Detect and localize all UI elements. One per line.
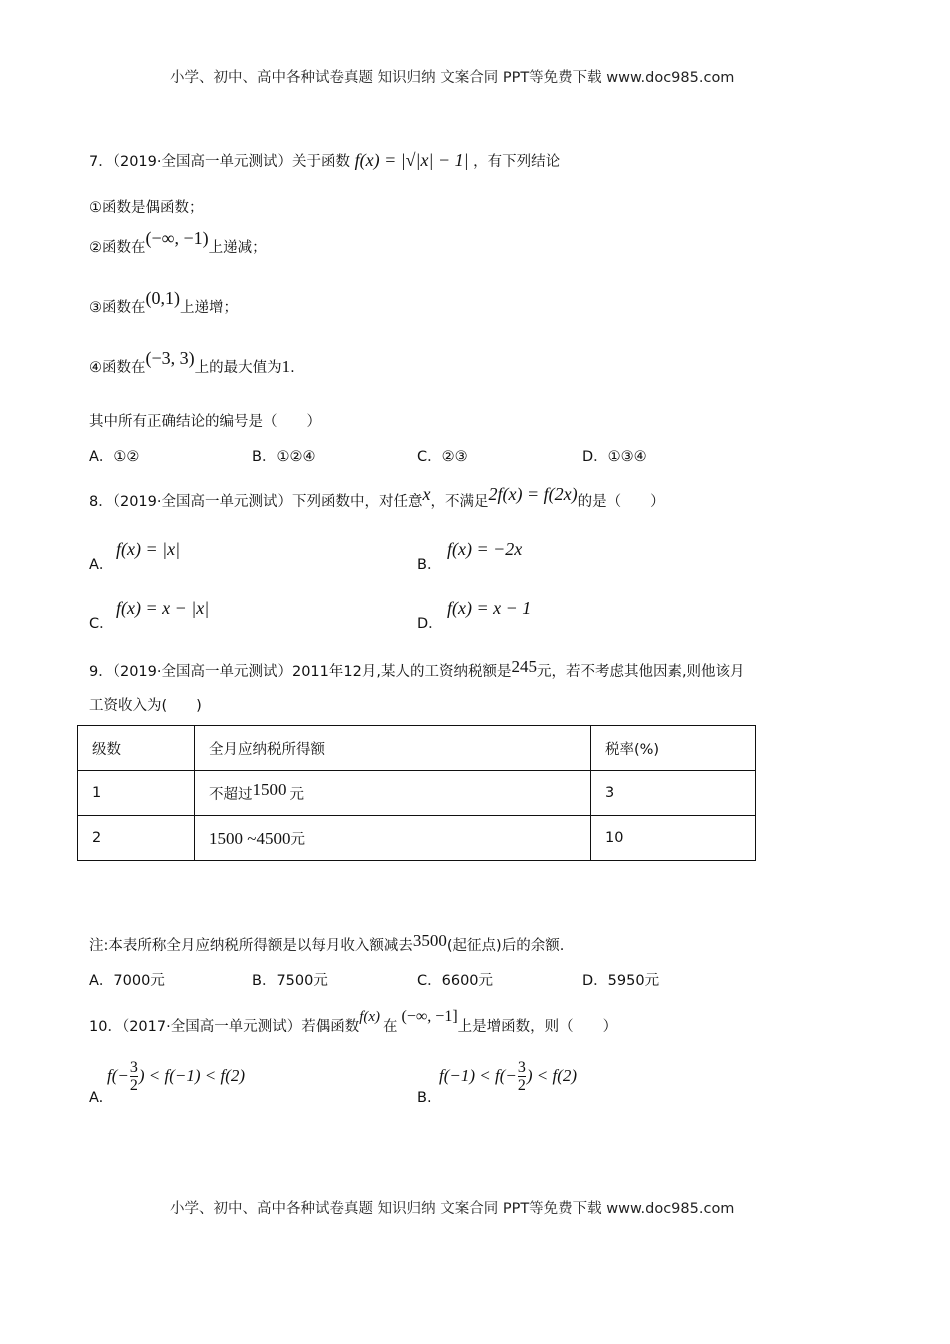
table-header-cell: 税率(%)	[591, 726, 756, 771]
q7-statement-2	[89, 228, 267, 257]
q7-statement-3	[89, 288, 238, 317]
table-cell-rate: 3	[591, 771, 756, 816]
q9-note	[89, 931, 565, 955]
row2-range: 1500 ~4500	[209, 828, 291, 848]
q9-option-c: C．6600元	[417, 973, 494, 989]
q10-stem	[89, 1008, 618, 1036]
q7-s3-post: 上递增；	[180, 300, 238, 316]
q9-stem-pre: 9．（2019·全国高一单元测试）2011年12月,某人的工资纳税额是	[89, 664, 512, 680]
q8-option-a-label: A．	[89, 557, 114, 573]
table-header-cell: 全月应纳税所得额	[195, 726, 591, 771]
q10-option-b-label: B.	[417, 1090, 432, 1106]
row1-unit: 元	[289, 786, 304, 803]
table-header-row	[78, 726, 756, 771]
page-header: 小学、初中、高中各种试卷真题 知识归纳 文案合同 PPT等免费下载 www.doc985.com	[170, 70, 735, 86]
row1-value: 1500	[252, 779, 287, 799]
q8-option-a-formula: f(x) = |x|	[116, 539, 181, 559]
q8-stem	[89, 484, 665, 511]
q9-stem	[89, 657, 745, 681]
q7-statement-4	[89, 348, 295, 377]
page-footer: 小学、初中、高中各种试卷真题 知识归纳 文案合同 PPT等免费下载 www.doc985.com	[170, 1201, 735, 1217]
q8-condition: 2f(x) = f(2x)	[488, 484, 578, 504]
q7-s3-interval: (0,1)	[145, 288, 180, 308]
q10-b-part2: ) < f(2)	[526, 1065, 578, 1085]
row2-unit: 元	[290, 831, 305, 848]
q9-note-value: 3500	[412, 931, 447, 950]
q7-stem-post: ，有下列结论	[473, 154, 561, 170]
q7-option-c: C．②③	[417, 449, 468, 465]
fraction-denominator: 2	[517, 1077, 526, 1094]
q7-formula: f(x) = |√|x| − 1|	[354, 150, 469, 170]
q8-option-c-label: C．	[89, 616, 114, 632]
q10-option-a-formula	[107, 1060, 245, 1094]
q10-option-a-label: A.	[89, 1090, 104, 1106]
q9-amount: 245	[511, 657, 537, 676]
q7-s2-post: 上递减；	[208, 240, 267, 256]
table-row	[78, 816, 756, 861]
q8-var: x	[422, 484, 431, 504]
q8-option-d-formula: f(x) = x − 1	[447, 598, 532, 618]
q7-option-d: D．①③④	[582, 449, 647, 465]
q7-s2-pre: ②函数在	[89, 240, 146, 256]
q10-func: f(x)	[359, 1009, 381, 1025]
q7-ask: 其中所有正确结论的编号是（ ）	[89, 414, 321, 430]
q7-option-b: B．①②④	[252, 449, 316, 465]
tax-rate-table	[77, 725, 756, 861]
q8-stem-post: 的是（ ）	[577, 494, 665, 510]
table-cell-amount	[195, 771, 591, 816]
q10-a-part2: ) < f(−1) < f(2)	[138, 1065, 246, 1085]
q7-s4-pre: ④函数在	[89, 360, 146, 376]
q9-stem-line2: 工资收入为( )	[89, 698, 202, 714]
q7-s3-pre: ③函数在	[89, 300, 146, 316]
q10-option-b-formula	[439, 1060, 577, 1094]
q7-stem-pre: 7．（2019·全国高一单元测试）关于函数	[89, 154, 350, 170]
table-row	[78, 771, 756, 816]
fraction-denominator: 2	[129, 1077, 138, 1094]
q9-option-a: A．7000元	[89, 973, 165, 989]
q7-s2-interval: (−∞, −1)	[145, 228, 209, 248]
q10-mid: 在	[383, 1019, 398, 1035]
q8-stem-pre: 8．（2019·全国高一单元测试）下列函数中，对任意	[89, 494, 423, 510]
row1-prefix: 不超过	[209, 786, 253, 803]
q9-option-d: D．5950元	[582, 973, 660, 989]
table-cell-amount	[195, 816, 591, 861]
q9-stem-post: 元，若不考虑其他因素,则他该月	[536, 664, 745, 680]
q7-s4-end: .	[290, 360, 295, 376]
fraction-numerator: 3	[129, 1059, 138, 1076]
q9-option-b: B．7500元	[252, 973, 328, 989]
q8-option-b-formula: f(x) = −2x	[447, 539, 523, 559]
table-cell-level: 1	[78, 771, 195, 816]
q8-option-d-label: D．	[417, 616, 443, 632]
q7-option-a: A．①②	[89, 449, 140, 465]
q10-interval: (−∞, −1]	[401, 1008, 458, 1025]
q7-stem	[89, 150, 560, 171]
q10-a-part1: f(−	[107, 1065, 129, 1085]
q9-note-pre: 注:本表所称全月应纳税所得额是以每月收入额减去	[89, 938, 413, 954]
q8-option-b-label: B．	[417, 557, 442, 573]
q10-b-part1: f(−1) < f(−	[439, 1065, 517, 1085]
q9-note-post: (起征点)后的余额.	[446, 938, 565, 954]
q7-statement-1: ①函数是偶函数；	[89, 200, 204, 216]
table-cell-rate: 10	[591, 816, 756, 861]
table-cell-level: 2	[78, 816, 195, 861]
q8-stem-mid: ，不满足	[430, 494, 489, 510]
q7-s4-value: 1	[281, 357, 291, 376]
table-header-cell: 级数	[78, 726, 195, 771]
q10-stem-pre: 10．（2017·全国高一单元测试）若偶函数	[89, 1019, 360, 1035]
q8-option-c-formula: f(x) = x − |x|	[116, 598, 210, 618]
q10-a-fraction	[130, 1060, 138, 1094]
q7-s4-interval: (−3, 3)	[145, 348, 195, 368]
q10-stem-post: 上是增函数，则（ ）	[457, 1019, 618, 1035]
fraction-numerator: 3	[517, 1059, 526, 1076]
q7-s4-post: 上的最大值为	[194, 360, 282, 376]
q10-b-fraction	[518, 1060, 526, 1094]
